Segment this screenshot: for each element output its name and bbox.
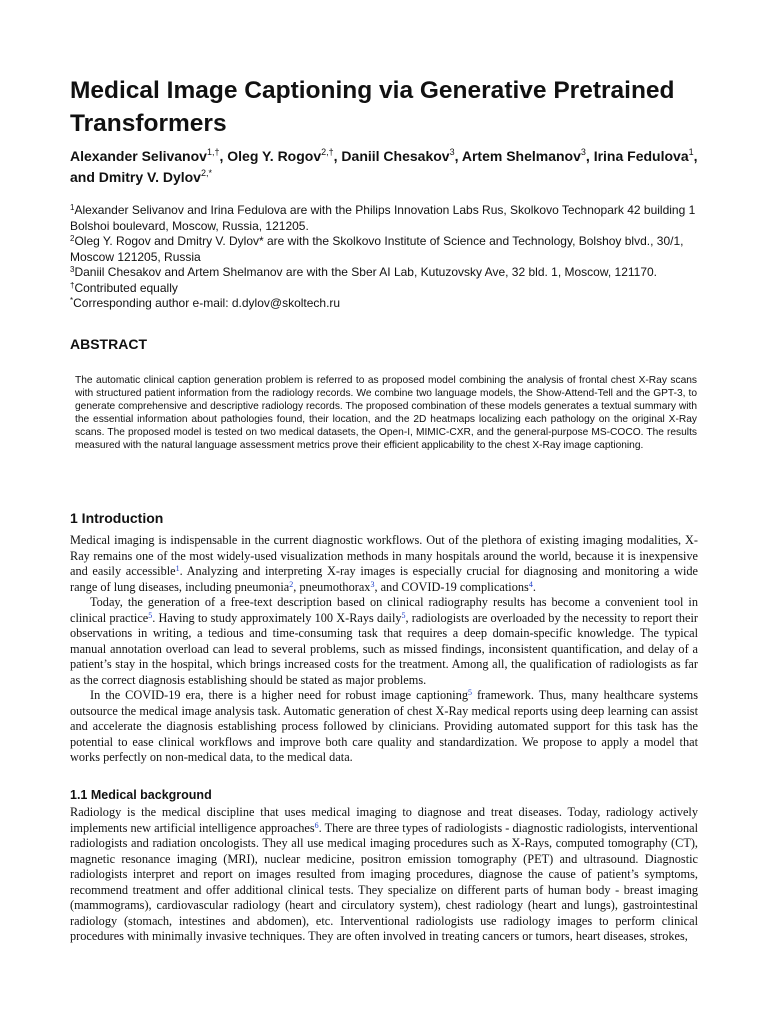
affiliations [70, 203, 698, 312]
abstract-text: The automatic clinical caption generation problem is referred to as proposed model combining the analysis of frontal chest X-Ray scans with structured patient information from the radiology records. We combine two language models, the Show-Attend-Tell and the GPT-3, to generate comprehensive and descriptive radiology records. The proposed combination of these models generates a textual summary with the essential information about pathologies found, their location, and the 2D heatmaps localizing each pathology on the original X-Ray scans. The proposed model is tested on two medical datasets, the Open-I, MIMIC-CXR, and the general-purpose MS-COCO. The results measured with the natural language assessment metrics prove their efficient applicability to the chest X-Ray image captioning. [75, 375, 697, 451]
author-name: Daniil Chesakov [341, 148, 450, 164]
author-name: Irina Fedulova [593, 148, 689, 164]
affiliation-text: Contributed equally [74, 280, 178, 295]
body-paragraph: Radiology is the medical discipline that uses medical imaging to diagnose and treat diseases. Today, radiology actively implements new artificial intelligence approaches$^6$. There are three types of radiologists - diagnostic radiologists, interventional radiologists and radiation oncologists. They all use medical imaging procedures such as X-Rays, computed tomography (CT), magnetic resonance imaging (MRI), nuclear medicine, positron emission tomography (PET) and ultrasound. Diagnostic radiologists interpret and report on images resulted from imaging procedures, diagnose the cause of patient’s symptoms, recommend treatment and offer additional clinical tests. They specialize on different parts of human body - breast imaging (mammograms), cardiovascular radiology (heart and circulatory system), chest radiology (heart and lungs), gastrointestinal radiology (stomach, intestines and abdomen), etc. Interventional radiologists use radiology images to perform clinical procedures with minimally invasive techniques. They are often involved in treating cancers or tumors, heart diseases, strokes, [70, 805, 698, 943]
affiliation-mark: 2 [70, 234, 75, 243]
body-paragraph: Medical imaging is indispensable in the current diagnostic workflows. Out of the plethora of existing imaging modalities, X-Ray remains one of the most widely-used visualization methods in many hospitals around the world, because it is inexpensive and easily accessible$^1$. Analyzing and interpreting X-ray images is especially crucial for diagnosing and monitoring a wide range of lung diseases, including pneumonia$^2$, pneumothorax$^3$, and COVID-19 complications$^4$. [70, 533, 698, 594]
citation-link[interactable]: 3 [370, 579, 375, 589]
affiliation-text: Oleg Y. Rogov and Dmitry V. Dylov* are with the Skolkovo Institute of Science and Technology, Bolshoy blvd., 30/1, Moscow 121205, Russia [70, 234, 684, 264]
affiliation-line [70, 234, 698, 265]
author-affil-mark: 2,* [200, 168, 212, 178]
citation-link[interactable]: 1 [175, 564, 180, 573]
intro-heading: 1 Introduction [70, 510, 164, 526]
author-name: Artem Shelmanov [461, 148, 581, 164]
author-list: Alexander Selivanov$^{1,\dagger}$, Oleg Y. Rogov$^{2,\dagger}$, Daniil Chesakov$^3$, Artem Shelmanov$^3$, Irina Fedulova$^1$, and Dmitry V. Dylov$^{2,*}$ [70, 147, 698, 185]
author-affil-mark: 3 [449, 147, 455, 157]
affiliation-mark: 3 [70, 265, 75, 274]
author-affil-mark: 2,† [321, 147, 334, 157]
affiliation-mark: 1 [70, 203, 75, 212]
affiliation-text: Daniil Chesakov and Artem Shelmanov are with the Sber AI Lab, Kutuzovsky Ave, 32 bld. 1, Moscow, 121170. [74, 265, 658, 279]
body-paragraph: In the COVID-19 era, there is a higher need for robust image captioning$^5$ framework. Thus, many healthcare systems outsource the medical image analysis task. Automatic generation of chest X-Ray medical reports using deep learning can assist and accelerate the diagnosis establishing process followed by clinicians. Providing automated support for this task has the potential to ease clinical workflows and improve both care quality and standardization. We propose to apply a model that works perfectly on non-medical data, to the medical data. [70, 688, 698, 764]
author-affil-mark: 1,† [206, 147, 220, 157]
background-body [70, 805, 698, 945]
author-affil-mark: 1 [688, 147, 694, 157]
affiliation-line [70, 281, 698, 297]
affiliation-text: Alexander Selivanov and Irina Fedulova are with the Philips Innovation Labs Rus, Skolkovo Technopark 42 building 1 Bolshoi boulevard, Moscow, Russia, 121205. [70, 203, 696, 233]
affiliation-line [70, 296, 698, 312]
affiliation-mark: † [70, 280, 75, 290]
affiliation-text: Corresponding author e-mail: d.dylov@skoltech.ru [73, 296, 341, 310]
author-affil-mark: 3 [580, 147, 586, 157]
citation-link[interactable]: 4 [528, 579, 533, 589]
intro-body [70, 533, 698, 766]
citation-link[interactable]: 5 [468, 688, 472, 697]
paper-title: Medical Image Captioning via Generative Pretrained Transformers [70, 77, 675, 137]
citation-link[interactable]: 6 [314, 820, 319, 830]
affiliation-line [70, 265, 698, 281]
citation-link[interactable]: 5 [401, 610, 406, 620]
citation-link[interactable]: 5 [148, 610, 153, 620]
author-name: Oleg Y. Rogov [227, 148, 322, 164]
author-name: Alexander Selivanov [70, 148, 207, 164]
citation-link[interactable]: 2 [289, 579, 294, 589]
author-name: Dmitry V. Dylov [98, 169, 201, 185]
body-paragraph: Today, the generation of a free-text description based on clinical radiography results has become a convenient tool in clinical practice$^5$. Having to study approximately 100 X-Rays daily$^5$, radiologists are overloaded by the necessity to report their observations in writing, a tedious and time-consuming task that requires a deep domain-specific knowledge. The typical manual annotation overload can lead to several problems, such as missed findings, inconsistent quantification, and delay of a patient’s stay in the hospital, which brings increased costs for the treatment. Among all, the qualification of radiologists as far as the correct diagnosis establishing should be stated as major problems. [70, 595, 698, 687]
background-heading: 1.1 Medical background [70, 788, 212, 802]
affiliation-line [70, 203, 698, 234]
affiliation-mark: * [70, 296, 74, 305]
abstract-heading: ABSTRACT [70, 336, 147, 352]
